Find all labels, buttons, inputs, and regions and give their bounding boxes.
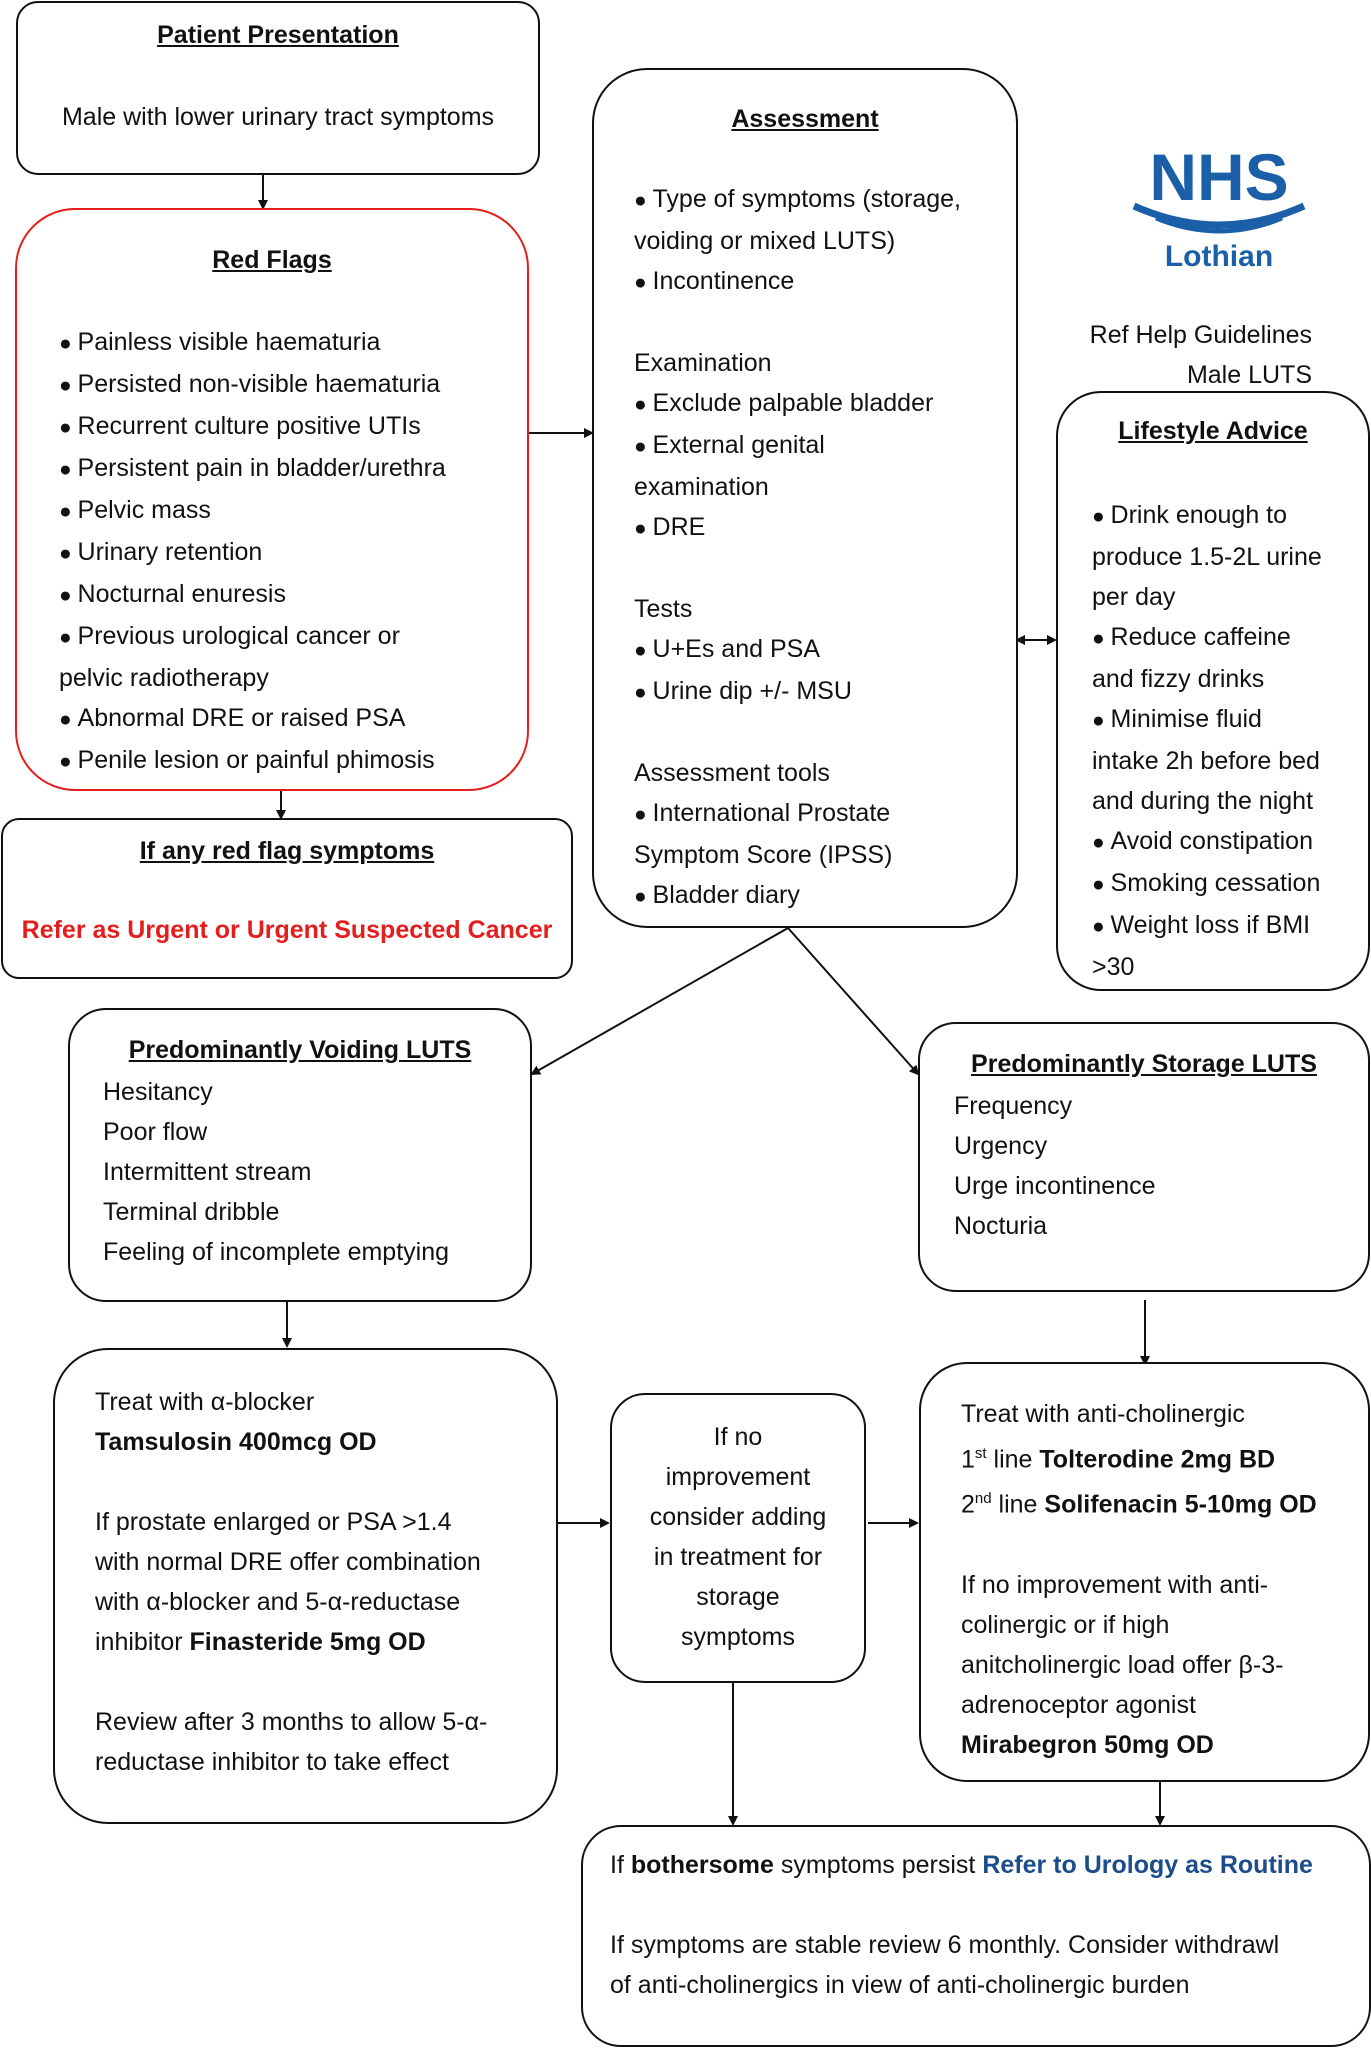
voiding-symptom: Terminal dribble — [103, 1198, 280, 1226]
lifestyle-line: intake 2h before bed — [1092, 747, 1320, 775]
combination-line: with normal DRE offer combination — [95, 1548, 481, 1576]
red-flag-action-box — [1, 818, 573, 979]
logo-nhs-text: NHS — [1149, 148, 1289, 214]
lifestyle-line: per day — [1092, 583, 1176, 611]
lifestyle-line: ● Drink enough to — [1092, 495, 1322, 537]
assessment-title: Assessment — [731, 105, 879, 133]
assessment-line: ● External genital — [634, 425, 961, 467]
anticholinergic-line-1: Treat with anti-cholinergic — [961, 1400, 1245, 1428]
voiding-symptom: Poor flow — [103, 1118, 208, 1146]
lifestyle-line: >30 — [1092, 953, 1135, 981]
assessment-line: Symptom Score (IPSS) — [634, 841, 893, 869]
no-improvement-line: If no — [713, 1423, 763, 1451]
red-flag-line: ● Recurrent culture positive UTIs — [59, 406, 446, 448]
red-flag-line: ● Abnormal DRE or raised PSA — [59, 698, 446, 740]
red-flag-line: ● Pelvic mass — [59, 490, 446, 532]
first-line-row: 1st line Tolterodine 2mg BD — [961, 1445, 1276, 1474]
assessment-line: ● International Prostate — [634, 793, 961, 835]
mirabegron-dose: Mirabegron 50mg OD — [961, 1730, 1214, 1759]
lifestyle-line: produce 1.5-2L urine — [1092, 543, 1322, 571]
voiding-luts-box — [68, 1008, 532, 1302]
red-flag-action-title: If any red flag symptoms — [139, 837, 435, 865]
routine-referral-text: Refer to Urology as Routine — [982, 1851, 1313, 1879]
lifestyle-advice-title: Lifestyle Advice — [1118, 417, 1308, 445]
assessment-line — [634, 713, 961, 753]
mirabegron-line: adrenoceptor agonist — [961, 1690, 1196, 1719]
lifestyle-line: and fizzy drinks — [1092, 665, 1265, 693]
red-flags-list — [59, 322, 446, 782]
assessment-line: Assessment tools — [634, 759, 830, 787]
no-improvement-line: in treatment for — [653, 1543, 823, 1571]
finasteride-dose: Finasteride 5mg OD — [189, 1628, 426, 1656]
finasteride-line — [95, 1622, 487, 1662]
persist-line: If bothersome symptoms persist Refer to Urology as Routine — [610, 1851, 1313, 1879]
red-flag-line: pelvic radiotherapy — [59, 664, 269, 692]
anticholinergic-text — [961, 1394, 1317, 1765]
assessment-line: ● Urine dip +/- MSU — [634, 671, 961, 713]
red-flag-line: ● Painless visible haematuria — [59, 322, 446, 364]
review-6-monthly-line: If symptoms are stable review 6 monthly. Consider withdrawl — [610, 1931, 1280, 1959]
arrow-assessment-to-storage — [788, 928, 918, 1074]
assessment-line: Tests — [634, 595, 693, 623]
tolterodine-dose: Tolterodine 2mg BD — [1039, 1445, 1276, 1474]
anticholinergic-treatment-box — [919, 1362, 1370, 1782]
voiding-symptom: Hesitancy — [103, 1078, 213, 1106]
assessment-line: ● DRE — [634, 507, 961, 549]
bothersome-word: bothersome — [630, 1851, 774, 1879]
assessment-list — [634, 179, 961, 917]
review-line: reductase inhibitor to take effect — [95, 1748, 449, 1776]
assessment-line: ● Bladder diary — [634, 875, 961, 917]
voiding-symptom: Feeling of incomplete emptying — [103, 1238, 450, 1266]
solifenacin-dose: Solifenacin 5-10mg OD — [1044, 1490, 1317, 1519]
assessment-line — [634, 549, 961, 589]
mirabegron-line: colinergic or if high — [961, 1610, 1170, 1639]
urgent-referral-text: Refer as Urgent or Urgent Suspected Cancer — [21, 916, 553, 944]
lifestyle-line: ● Weight loss if BMI — [1092, 905, 1322, 947]
second-line-row: 2nd line Solifenacin 5-10mg OD — [961, 1490, 1317, 1519]
red-flag-line: ● Persisted non-visible haematuria — [59, 364, 446, 406]
storage-symptom: Nocturia — [954, 1212, 1048, 1240]
red-flag-line: ● Nocturnal enuresis — [59, 574, 446, 616]
red-flags-title: Red Flags — [212, 246, 332, 274]
assessment-line: voiding or mixed LUTS) — [634, 227, 896, 255]
assessment-box — [592, 68, 1018, 928]
finasteride-prefix: inhibitor — [95, 1628, 190, 1656]
mirabegron-line: anitcholinergic load offer β-3- — [961, 1650, 1284, 1679]
no-improvement-line: improvement — [665, 1463, 811, 1491]
red-flag-line: ● Penile lesion or painful phimosis — [59, 740, 446, 782]
alpha-blocker-treatment-box — [53, 1348, 558, 1824]
storage-symptom-list — [954, 1086, 1156, 1246]
red-flag-line: ● Previous urological cancer or — [59, 616, 446, 658]
review-line: Review after 3 months to allow 5-α- — [95, 1708, 488, 1736]
lifestyle-line: ● Avoid constipation — [1092, 821, 1322, 863]
logo-lothian-text: Lothian — [1164, 240, 1274, 273]
patient-presentation-text: Male with lower urinary tract symptoms — [61, 103, 495, 131]
voiding-symptom: Intermittent stream — [103, 1158, 312, 1186]
nhs-lothian-logo — [1128, 148, 1310, 278]
voiding-symptom-list — [103, 1072, 449, 1272]
storage-symptom: Urgency — [954, 1132, 1048, 1160]
assessment-line: ● Type of symptoms (storage, — [634, 179, 961, 221]
lifestyle-line: and during the night — [1092, 787, 1314, 815]
ref-help-line-1: Ref Help Guidelines — [1089, 321, 1312, 349]
storage-luts-title: Predominantly Storage LUTS — [971, 1050, 1317, 1078]
no-improvement-box — [610, 1393, 866, 1683]
red-flags-box — [15, 208, 529, 791]
red-flag-line: ● Persistent pain in bladder/urethra — [59, 448, 446, 490]
combination-line: with α-blocker and 5-α-reductase — [95, 1588, 461, 1616]
patient-presentation-title: Patient Presentation — [157, 21, 399, 49]
no-improvement-text — [612, 1417, 864, 1657]
mirabegron-line: If no improvement with anti- — [961, 1570, 1269, 1599]
ref-help-line-2: Male LUTS — [1186, 361, 1312, 389]
no-improvement-line: storage — [696, 1583, 780, 1611]
assessment-line: ● Exclude palpable bladder — [634, 383, 961, 425]
review-6-monthly-line: of anti-cholinergics in view of anti-cholinergic burden — [610, 1971, 1190, 1999]
alpha-line-1: Treat with α-blocker — [95, 1388, 315, 1416]
storage-symptom: Frequency — [954, 1092, 1073, 1120]
assessment-line: ● Incontinence — [634, 261, 961, 303]
lifestyle-advice-box — [1056, 391, 1370, 991]
assessment-line — [634, 303, 961, 343]
no-improvement-line: symptoms — [681, 1623, 795, 1651]
ref-help-note — [1090, 315, 1312, 395]
lifestyle-advice-list — [1092, 495, 1322, 987]
storage-symptom: Urge incontinence — [954, 1172, 1156, 1200]
urology-referral-text — [610, 1845, 1313, 2005]
no-improvement-line: consider adding — [649, 1503, 827, 1531]
assessment-line: examination — [634, 473, 769, 501]
voiding-luts-title: Predominantly Voiding LUTS — [128, 1036, 472, 1064]
lifestyle-line: ● Reduce caffeine — [1092, 617, 1322, 659]
assessment-line: ● U+Es and PSA — [634, 629, 961, 671]
combination-line: If prostate enlarged or PSA >1.4 — [95, 1508, 452, 1536]
red-flag-line: ● Urinary retention — [59, 532, 446, 574]
storage-luts-box — [918, 1022, 1370, 1292]
lifestyle-line: ● Minimise fluid — [1092, 699, 1322, 741]
patient-presentation-box — [16, 1, 540, 175]
tamsulosin-dose: Tamsulosin 400mcg OD — [95, 1428, 377, 1456]
lifestyle-line: ● Smoking cessation — [1092, 863, 1322, 905]
urology-referral-box — [581, 1825, 1371, 2047]
alpha-blocker-text — [95, 1382, 487, 1782]
assessment-line: Examination — [634, 349, 772, 377]
